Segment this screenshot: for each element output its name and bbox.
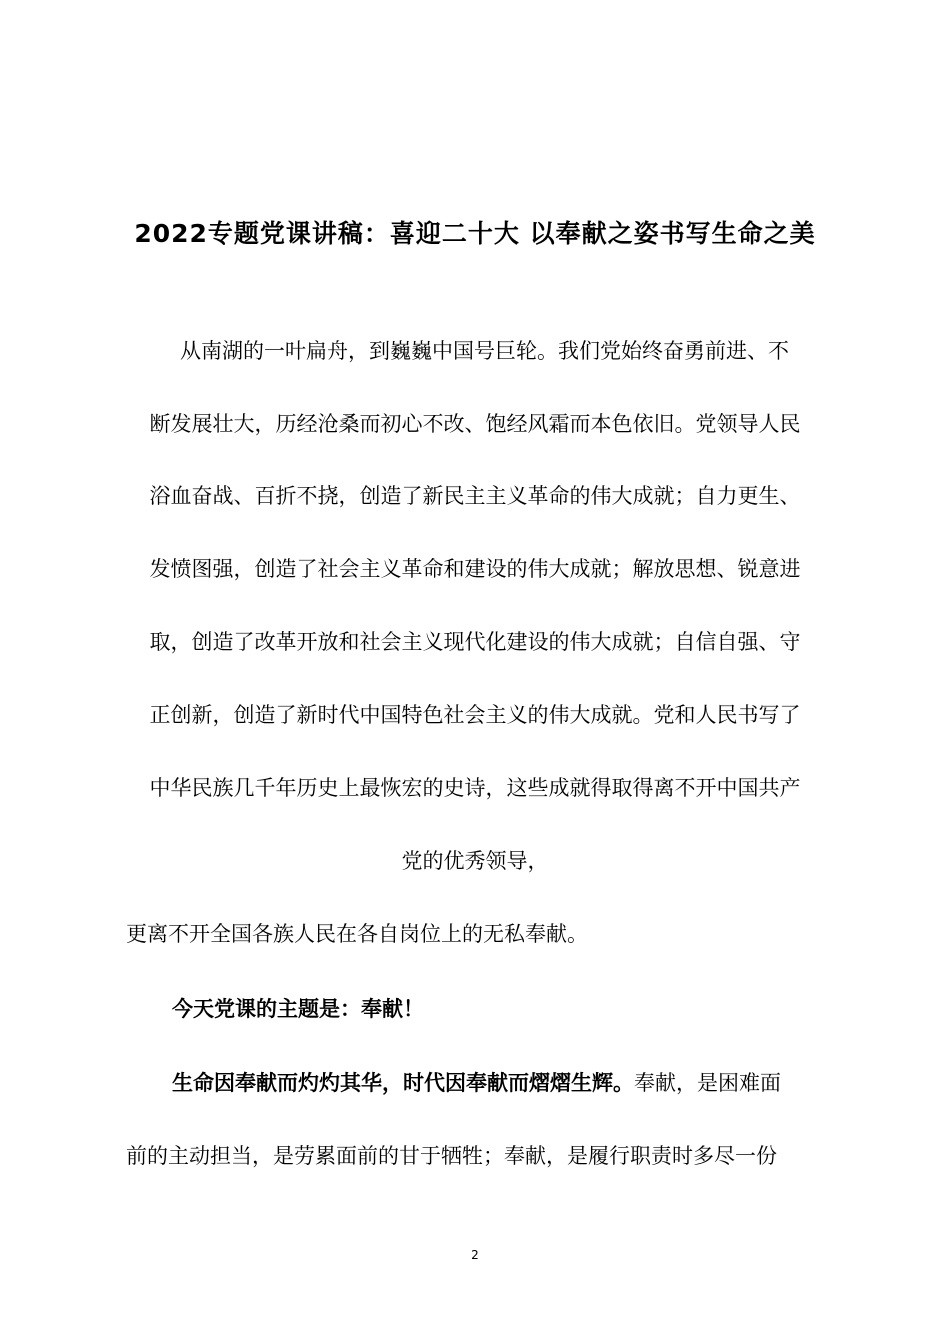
paragraph-2-line-1	[172, 1068, 781, 1098]
paragraph-line-1: 从南湖的一叶扁舟，到巍巍中国号巨轮。我们党始终奋勇前进、不	[180, 339, 789, 363]
document-title: 2022专题党课讲稿：喜迎二十大 以奉献之姿书写生命之美	[134, 219, 816, 248]
paragraph-line-4: 发愤图强，创造了社会主义革命和建设的伟大成就；解放思想、锐意进	[149, 557, 801, 581]
paragraph-2-bold-lead: 生命因奉献而灼灼其华，时代因奉献而熠熠生辉。	[172, 1071, 634, 1095]
paragraph-line-3: 浴血奋战、百折不挠，创造了新民主主义革命的伟大成就；自力更生、	[149, 484, 801, 508]
paragraph-line-7: 中华民族几千年历史上最恢宏的史诗，这些成就得取得离不开中国共产	[149, 776, 801, 800]
paragraph-2-rest: 奉献，是困难面	[634, 1071, 781, 1095]
paragraph-line-2: 断发展壮大，历经沧桑而初心不改、饱经风霜而本色依旧。党领导人民	[149, 412, 801, 436]
paragraph-line-8: 党的优秀领导，	[401, 849, 549, 873]
page-number: 2	[471, 1248, 479, 1262]
paragraph-2-line-2: 前的主动担当，是劳累面前的甘于牺牲；奉献，是履行职责时多尽一份	[126, 1144, 777, 1168]
paragraph-line-9: 更离不开全国各族人民在各自岗位上的无私奉献。	[126, 922, 588, 946]
paragraph-line-6: 正创新，创造了新时代中国特色社会主义的伟大成就。党和人民书写了	[149, 703, 801, 727]
paragraph-line-5: 取，创造了改革开放和社会主义现代化建设的伟大成就；自信自强、守	[149, 630, 801, 654]
theme-heading: 今天党课的主题是：奉献！	[172, 997, 424, 1021]
